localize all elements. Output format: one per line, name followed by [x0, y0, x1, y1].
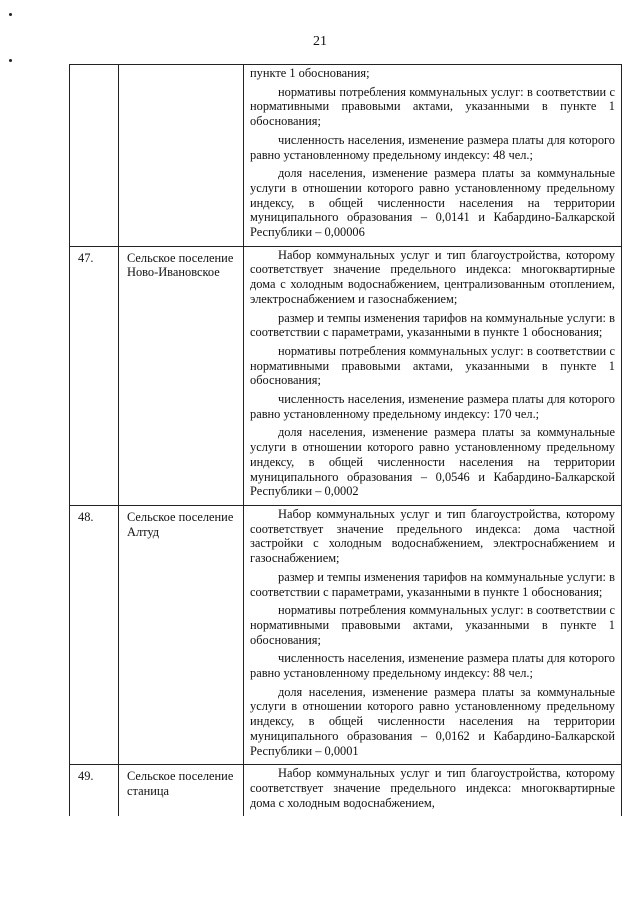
paragraph: Набор коммунальных услуг и тип благоустройства, которому соответствует значение предельного индекса: дома частной застройки с холодным водоснабжением, электроснабжением и газоснабжением;	[250, 506, 615, 566]
row-description	[244, 505, 622, 764]
table-row	[70, 246, 622, 505]
row-number: 49.	[70, 765, 119, 817]
paragraph: размер и темпы изменения тарифов на коммунальные услуги: в соответствии с параметрами, указанными в пункте 1 обоснования;	[250, 310, 615, 340]
row-description	[244, 246, 622, 505]
row-number	[70, 65, 119, 247]
table-row	[70, 65, 622, 247]
paragraph: численность населения, изменение размера платы для которого равно установленному предельному индексу: 48 чел.;	[250, 132, 615, 162]
paragraph: Набор коммунальных услуг и тип благоустройства, которому соответствует значение предельного индекса: многоквартирные дома с холодным водоснабжением,	[250, 766, 615, 810]
paragraph: пункте 1 обоснования;	[250, 66, 370, 80]
paragraph: доля населения, изменение размера платы за коммунальные услуги в отношении которого равно установленному предельному индексу, в общей численности населения на территории муниципального образования – 0,0141 и Кабардино-Балкарской Республики – 0,00006	[250, 166, 615, 240]
row-description	[244, 765, 622, 817]
paragraph: размер и темпы изменения тарифов на коммунальные услуги: в соответствии с параметрами, указанными в пункте 1 обоснования;	[250, 569, 615, 599]
margin-mark	[9, 59, 12, 62]
paragraph: численность населения, изменение размера платы для которого равно установленному предельному индексу: 170 чел.;	[250, 392, 615, 421]
table-row	[70, 505, 622, 764]
tariff-index-table	[69, 64, 622, 816]
settlement-name	[119, 65, 244, 247]
page-number: 21	[313, 34, 327, 49]
row-number: 47.	[70, 246, 119, 505]
settlement-name: Сельское поселение станица	[119, 765, 244, 817]
paragraph: нормативы потребления коммунальных услуг: в соответствии с нормативными правовыми актами, указанными в пункте 1 обоснования;	[250, 603, 615, 647]
margin-mark	[9, 13, 12, 16]
row-number: 48.	[70, 505, 119, 764]
settlement-name: Сельское поселение Алтуд	[119, 505, 244, 764]
paragraph: доля населения, изменение размера платы за коммунальные услуги в отношении которого равно установленному предельному индексу, в общей численности населения на территории муниципального образования – 0,0162 и Кабардино-Балкарской Республики – 0,0001	[250, 684, 615, 758]
paragraph: Набор коммунальных услуг и тип благоустройства, которому соответствует значение предельного индекса: многоквартирные дома с холодным водоснабжением, централизованным отоплением, электроснабжением и газоснабжением;	[250, 247, 615, 306]
row-description	[244, 65, 622, 247]
paragraph: доля населения, изменение размера платы за коммунальные услуги в отношении которого равно установленному предельному индексу, в общей численности населения на территории муниципального образования – 0,0546 и Кабардино-Балкарской Республики – 0,0002	[250, 425, 615, 499]
paragraph: численность населения, изменение размера платы для которого равно установленному предельному индексу: 88 чел.;	[250, 651, 615, 681]
table-row	[70, 765, 622, 817]
paragraph: нормативы потребления коммунальных услуг: в соответствии с нормативными правовыми актами, указанными в пункте 1 обоснования;	[250, 84, 615, 129]
settlement-name: Сельское поселение Ново-Ивановское	[119, 246, 244, 505]
paragraph: нормативы потребления коммунальных услуг: в соответствии с нормативными правовыми актами, указанными в пункте 1 обоснования;	[250, 343, 615, 388]
